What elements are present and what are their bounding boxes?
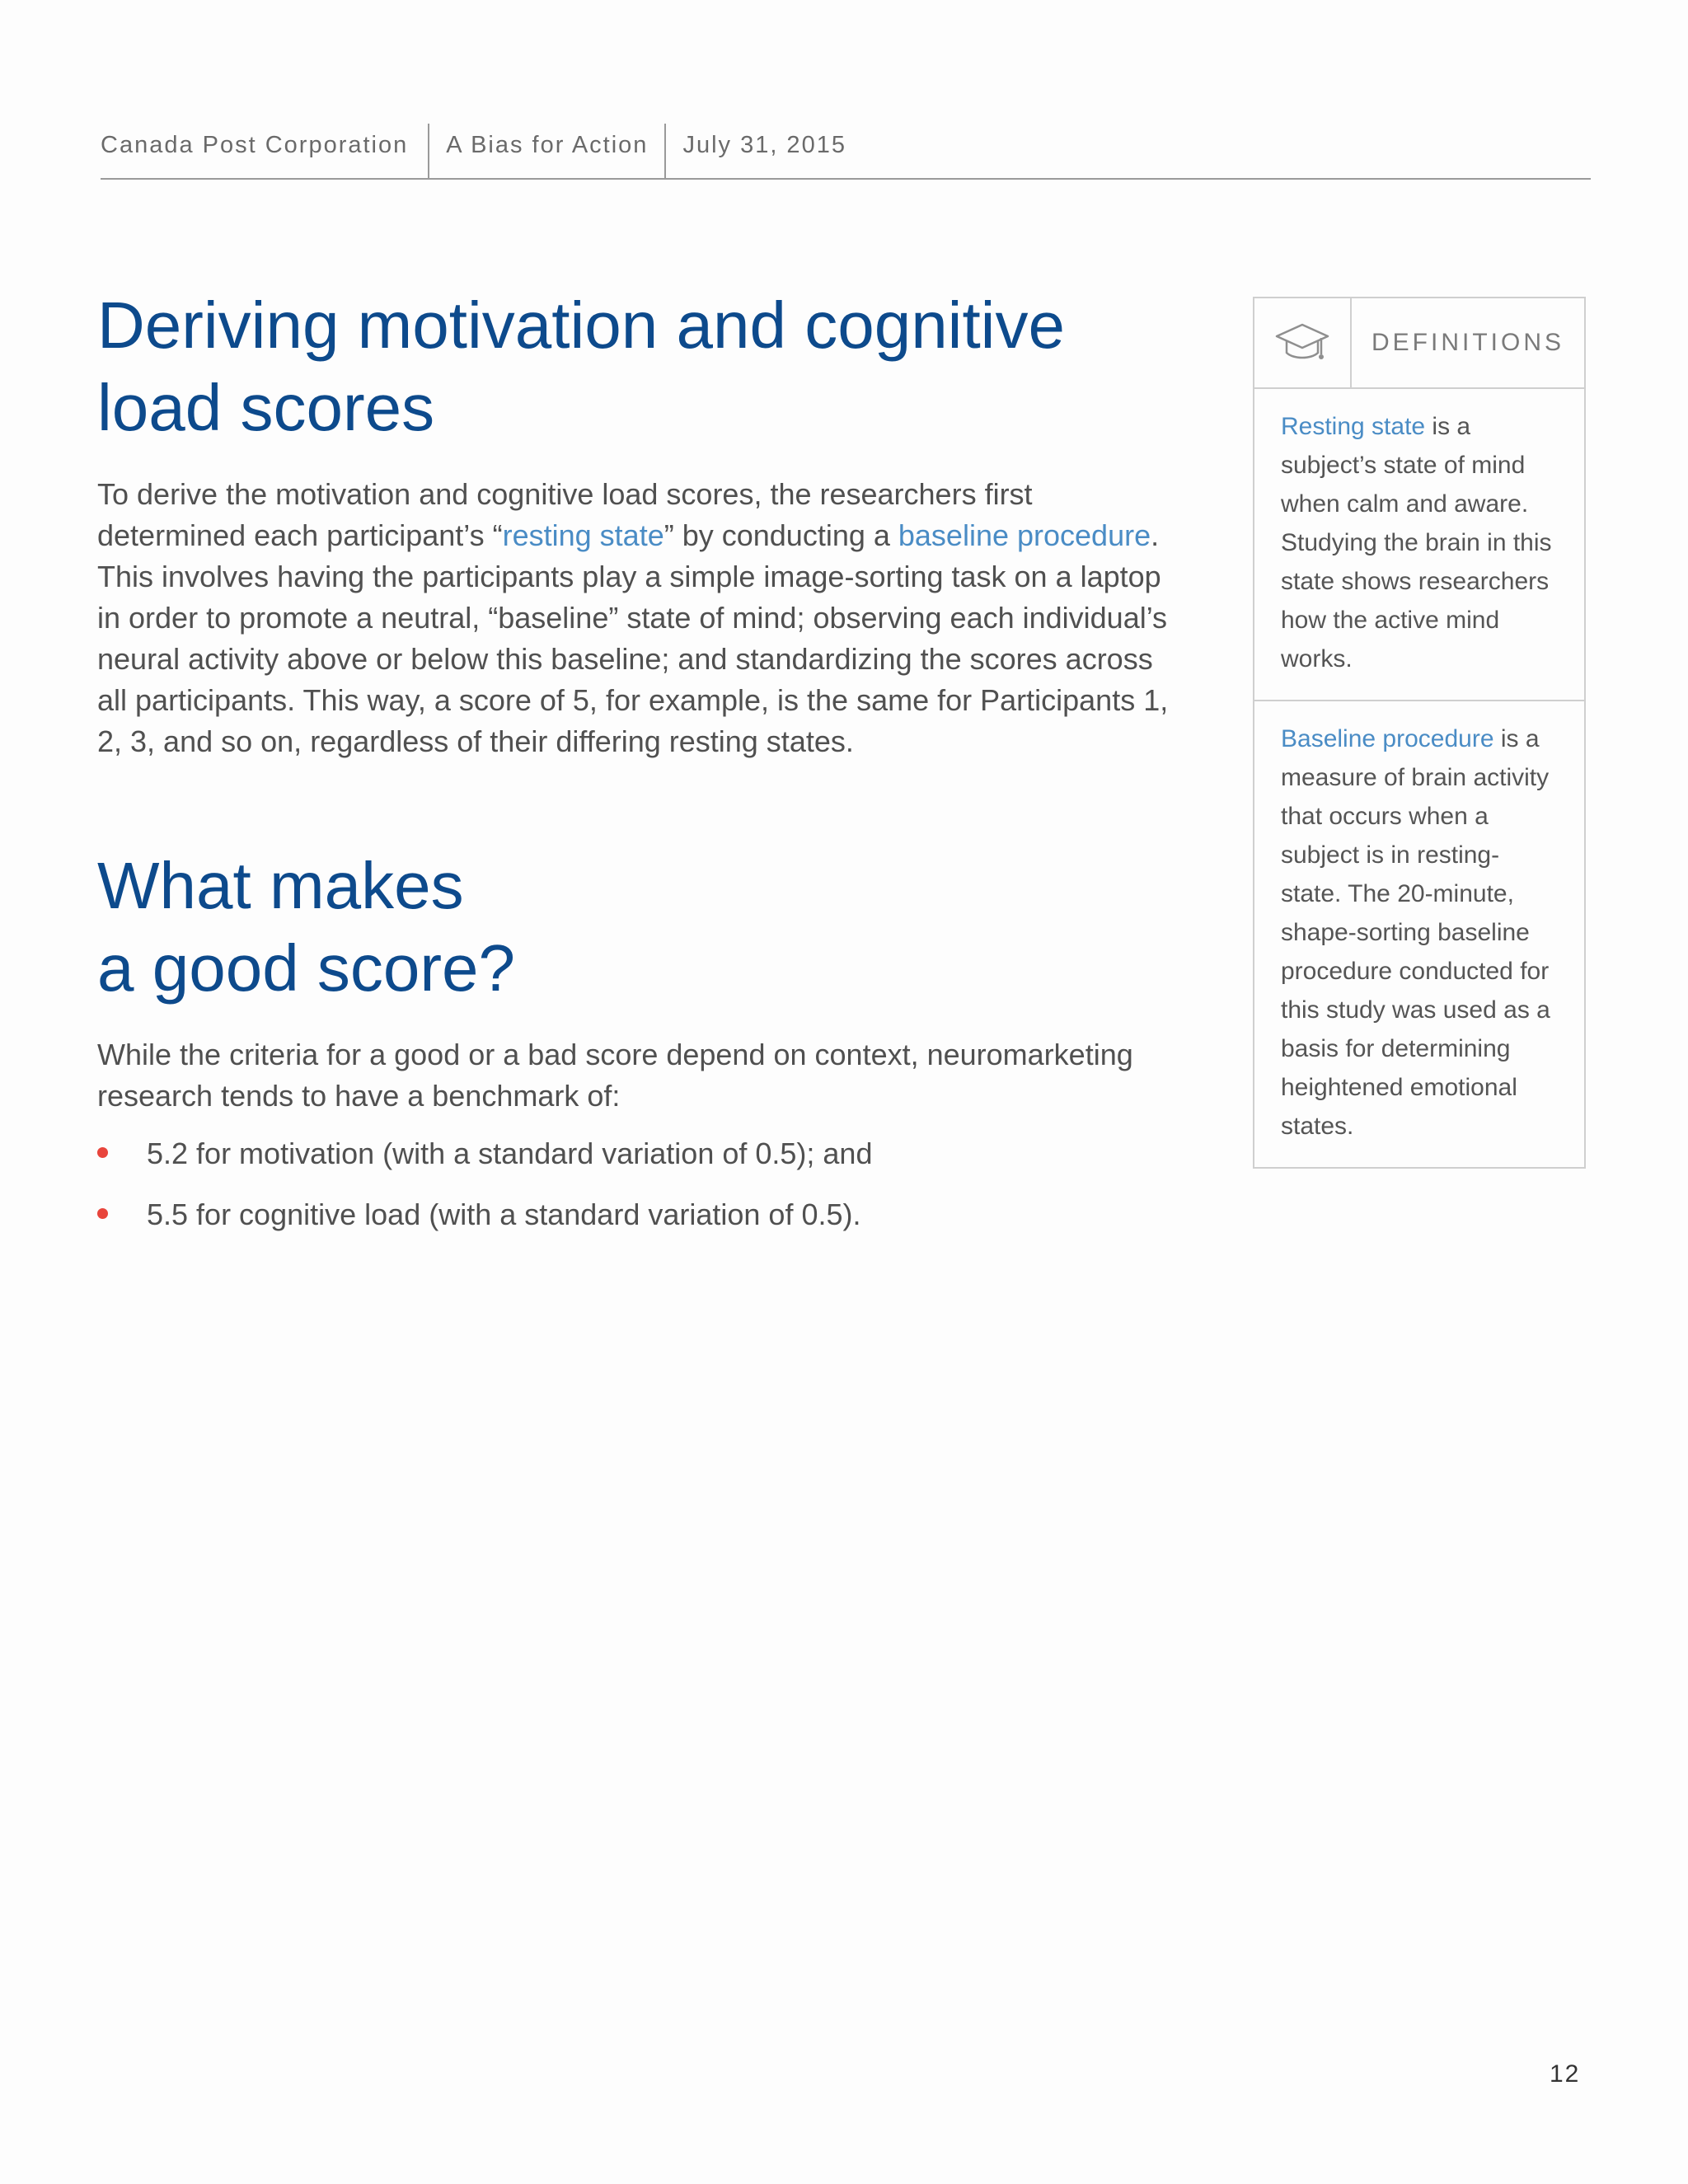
main-content	[97, 284, 1169, 1255]
paragraph-text-start: To derive the motivation and cognitive load scores, the researchers first determined each participant’s “	[97, 477, 1033, 552]
definition-term: Resting state	[1281, 413, 1426, 440]
definition-resting-state	[1254, 389, 1584, 701]
benchmark-cognitive-load: 5.5 for cognitive load (with a standard variation of 0.5).	[147, 1197, 861, 1231]
bullet-dot	[97, 1147, 108, 1158]
good-score-title-line2: a good score?	[97, 931, 516, 1005]
good-score-title-line1: What makes	[97, 849, 464, 922]
running-header	[101, 124, 1591, 180]
benchmark-list	[97, 1133, 1169, 1235]
section-title-deriving-scores: Deriving motivation and cognitive load scores	[97, 288, 1065, 444]
definitions-sidebar	[1253, 297, 1586, 1169]
baseline-procedure-link[interactable]: baseline procedure	[898, 518, 1151, 552]
definition-baseline-procedure	[1254, 701, 1584, 1167]
page-number: 12	[1550, 2060, 1581, 2088]
definitions-icon-cell	[1254, 298, 1352, 387]
resting-state-link[interactable]: resting state	[502, 518, 664, 552]
definition-text: is a measure of brain activity that occurs when a subject is in resting-state. The 20-minute, shape-sorting baseline procedure conducted for this study was used as a basis for determining heightened emotional states.	[1281, 725, 1550, 1140]
definitions-header	[1254, 298, 1584, 389]
list-item	[97, 1133, 1169, 1174]
graduation-cap-icon	[1273, 320, 1331, 366]
paragraph-text-middle: ” by conducting a	[663, 518, 898, 552]
definitions-title: DEFINITIONS	[1371, 329, 1564, 356]
good-score-intro: While the criteria for a good or a bad score depend on context, neuromarketing research tends to have a benchmark of:	[97, 1038, 1133, 1113]
paragraph-text-end: . This involves having the participants play a simple image-sorting task on a laptop in order to promote a neutral, “baseline” state of mind; observing each individual’s neural activity above or below this baseline; and standardizing the scores across all participants. This way, a score of 5, for example, is the same for Participants 1, 2, 3, and so on, regardless of their differing resting states.	[97, 518, 1169, 758]
definition-term: Baseline procedure	[1281, 725, 1494, 752]
list-item	[97, 1194, 1169, 1235]
bullet-dot	[97, 1208, 108, 1219]
header-date: July 31, 2015	[664, 124, 846, 178]
benchmark-motivation: 5.2 for motivation (with a standard variation of 0.5); and	[147, 1137, 873, 1170]
deriving-scores-paragraph	[97, 474, 1169, 762]
header-report-title: A Bias for Action	[428, 124, 664, 178]
section-title-good-score	[97, 845, 1169, 1010]
header-organization: Canada Post Corporation	[101, 132, 409, 158]
definition-text: is a subject’s state of mind when calm and aware. Studying the brain in this state shows researchers how the active mind works.	[1281, 413, 1552, 673]
